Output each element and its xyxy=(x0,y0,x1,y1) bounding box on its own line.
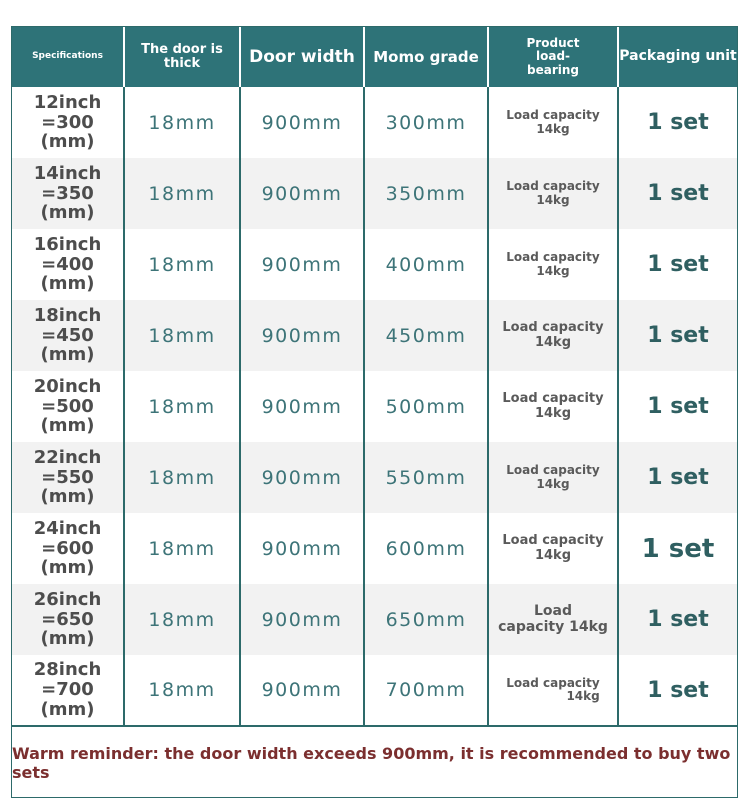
spec-inch: 24inch xyxy=(33,517,102,539)
spec-cell xyxy=(12,300,125,371)
width-cell: 900mm xyxy=(241,584,365,655)
unit-cell: 1 set xyxy=(641,533,715,564)
header-packaging-unit: Packaging unit xyxy=(619,48,737,65)
spec-inch: 12inch xyxy=(33,91,102,113)
spec-mm: =650 (mm) xyxy=(40,608,95,650)
table-header xyxy=(12,27,737,87)
spec-inch: 20inch xyxy=(33,375,102,397)
load-cell xyxy=(489,655,619,725)
table-row xyxy=(12,655,737,725)
width-cell: 900mm xyxy=(241,300,365,371)
load-value: capacity 14kg xyxy=(498,618,608,635)
table-row xyxy=(12,87,737,158)
load-cell xyxy=(489,87,619,158)
grade-cell: 350mm xyxy=(365,158,489,229)
table-row xyxy=(12,584,737,655)
spec-mm: =600 (mm) xyxy=(40,537,95,579)
load-value: 14kg xyxy=(536,192,570,207)
table-body xyxy=(12,87,737,725)
grade-cell: 500mm xyxy=(365,371,489,442)
table-row xyxy=(12,442,737,513)
load-label: Load capacity xyxy=(506,250,600,265)
load-value: 14kg xyxy=(534,547,572,563)
spec-inch: 28inch xyxy=(33,659,102,681)
unit-cell: 1 set xyxy=(619,442,737,513)
thickness-cell: 18mm xyxy=(125,229,241,300)
thickness-cell: 18mm xyxy=(125,513,241,584)
spec-cell xyxy=(12,513,125,584)
table-row xyxy=(12,229,737,300)
unit-cell: 1 set xyxy=(619,158,737,229)
grade-cell: 400mm xyxy=(365,229,489,300)
load-cell xyxy=(489,584,619,655)
spec-mm: =400 (mm) xyxy=(40,253,95,295)
load-cell xyxy=(489,371,619,442)
load-label: Load capacity xyxy=(502,391,604,407)
header-door-thickness: The door is thick xyxy=(125,27,241,87)
load-value: 14kg xyxy=(536,476,570,491)
load-cell xyxy=(489,229,619,300)
spec-cell xyxy=(12,371,125,442)
load-cell xyxy=(489,513,619,584)
unit-cell: 1 set xyxy=(619,584,737,655)
load-label: Load xyxy=(533,603,572,620)
thickness-cell: 18mm xyxy=(125,584,241,655)
spec-cell xyxy=(12,655,125,725)
spec-mm: =350 (mm) xyxy=(40,182,95,224)
load-value: 14kg xyxy=(566,689,600,703)
grade-cell: 700mm xyxy=(365,655,489,725)
grade-cell: 550mm xyxy=(365,442,489,513)
grade-cell: 600mm xyxy=(365,513,489,584)
spec-mm: =450 (mm) xyxy=(40,324,95,366)
spec-cell xyxy=(12,442,125,513)
thickness-cell: 18mm xyxy=(125,158,241,229)
unit-cell: 1 set xyxy=(647,252,709,277)
spec-table xyxy=(11,26,738,798)
load-cell xyxy=(489,442,619,513)
width-cell: 900mm xyxy=(241,513,365,584)
spec-mm: =500 (mm) xyxy=(40,395,95,437)
header-specifications: Specifications xyxy=(12,27,125,87)
width-cell: 900mm xyxy=(241,371,365,442)
unit-cell: 1 set xyxy=(647,394,709,419)
spec-inch: 26inch xyxy=(33,588,102,610)
width-cell: 900mm xyxy=(241,87,365,158)
load-value: 14kg xyxy=(536,121,570,136)
load-label: Load capacity xyxy=(502,533,604,549)
header-load-bearing: Product load-bearing xyxy=(489,27,619,87)
load-label: Load capacity xyxy=(506,463,600,478)
header-door-width: Door width xyxy=(241,27,365,87)
warm-reminder-text: Warm reminder: the door width exceeds 900mm, it is recommended to buy two sets xyxy=(12,744,731,782)
load-value: 14kg xyxy=(534,405,572,421)
load-label: Load capacity xyxy=(502,320,604,336)
spec-inch: 14inch xyxy=(33,162,102,184)
spec-mm: =300 (mm) xyxy=(40,111,95,153)
thickness-cell: 18mm xyxy=(125,300,241,371)
grade-cell: 450mm xyxy=(365,300,489,371)
table-row xyxy=(12,158,737,229)
thickness-cell: 18mm xyxy=(125,371,241,442)
spec-cell xyxy=(12,584,125,655)
unit-cell: 1 set xyxy=(619,300,737,371)
load-label: Load capacity xyxy=(506,179,600,194)
spec-mm: =550 (mm) xyxy=(40,466,95,508)
grade-cell: 300mm xyxy=(365,87,489,158)
width-cell: 900mm xyxy=(241,655,365,725)
spec-cell xyxy=(12,158,125,229)
thickness-cell: 18mm xyxy=(125,87,241,158)
table-row xyxy=(12,513,737,584)
table-row xyxy=(12,371,737,442)
thickness-cell: 18mm xyxy=(125,655,241,725)
unit-cell: 1 set xyxy=(647,110,709,135)
grade-cell: 650mm xyxy=(365,584,489,655)
spec-mm: =700 (mm) xyxy=(40,679,95,720)
load-cell xyxy=(489,158,619,229)
header-momo-grade: Momo grade xyxy=(365,27,489,87)
load-label: Load capacity xyxy=(506,108,600,123)
thickness-cell: 18mm xyxy=(125,442,241,513)
width-cell: 900mm xyxy=(241,442,365,513)
width-cell: 900mm xyxy=(241,158,365,229)
load-label: Load capacity xyxy=(506,675,600,690)
load-value: 14kg xyxy=(534,334,572,350)
load-cell xyxy=(489,300,619,371)
table-row xyxy=(12,300,737,371)
spec-inch: 22inch xyxy=(33,446,102,468)
spec-inch: 16inch xyxy=(33,233,102,255)
width-cell: 900mm xyxy=(241,229,365,300)
unit-cell: 1 set xyxy=(647,677,709,703)
spec-cell xyxy=(12,229,125,300)
spec-cell xyxy=(12,87,125,158)
spec-inch: 18inch xyxy=(33,304,102,326)
warm-reminder xyxy=(12,725,737,799)
load-value: 14kg xyxy=(536,263,570,278)
